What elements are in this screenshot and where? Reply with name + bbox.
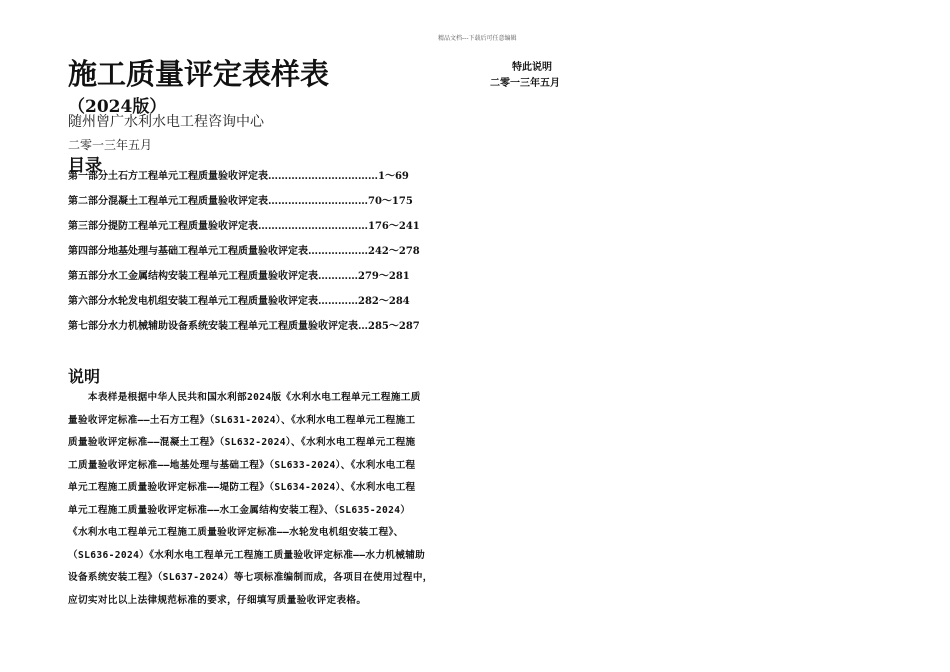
toc-item[interactable]: 第七部分水力机械辅助设备系统安装工程单元工程质量验收评定表…285～287 xyxy=(68,321,420,332)
note-line: 《水利水电工程单元工程施工质量验收评定标准——水轮发电机组安装工程》、 xyxy=(68,527,404,538)
note-line: 量验收评定标准——土石方工程》（SL631-2024）、《水利水电工程单元工程施工 xyxy=(68,414,416,426)
note-line: （SL636-2024）《水利水电工程单元工程施工质量验收评定标准——水力机械辅助 xyxy=(68,549,426,561)
note-paragraph xyxy=(68,387,478,612)
note-heading: 说明 xyxy=(68,367,101,386)
note-line: 设备系统安装工程》（SL637-2024）等七项标准编制而成，各项目在使用过程中， xyxy=(68,572,433,583)
note-line: 应切实对比以上法律规范标准的要求，仔细填写质量验收评定表格。 xyxy=(68,594,367,606)
side-note-title: 特此说明 xyxy=(512,62,552,73)
toc-item[interactable]: 第三部分提防工程单元工程质量验收评定表……………………………176～241 xyxy=(68,221,420,232)
toc-item[interactable]: 第六部分水轮发电机组安装工程单元工程质量验收评定表…………282～284 xyxy=(68,296,410,307)
toc-item[interactable]: 第二部分混凝土工程单元工程质量验收评定表…………………………70～175 xyxy=(68,196,413,207)
edition-label: （2024版） xyxy=(68,97,167,117)
organization-name: 随州曾广水利水电工程咨询中心 xyxy=(68,114,264,130)
note-line: 工质量验收评定标准——地基处理与基础工程》（SL633-2024）、《水利水电工程 xyxy=(68,459,416,471)
note-line: 单元工程施工质量验收评定标准——堤防工程》（SL634-2024）、《水利水电工程 xyxy=(68,482,416,493)
side-note-date: 二零一三年五月 xyxy=(490,78,560,89)
toc-item[interactable]: 第四部分地基处理与基础工程单元工程质量验收评定表………………242～278 xyxy=(68,246,420,257)
table-of-contents xyxy=(68,170,420,345)
note-line: 质量验收评定标准——混凝土工程》（SL632-2024）、《水利水电工程单元工程施 xyxy=(68,437,416,448)
cover-date: 二零一三年五月 xyxy=(68,138,153,152)
toc-item[interactable]: 第一部分土石方工程单元工程质量验收评定表……………………………1～69 xyxy=(68,171,409,182)
watermark-text: 精品文档---下载后可任意编辑 xyxy=(438,35,517,42)
toc-item[interactable]: 第五部分水工金属结构安装工程单元工程质量验收评定表…………279～281 xyxy=(68,271,410,282)
toc-heading: 目录 xyxy=(68,156,102,176)
document-title: 施工质量评定表样表 xyxy=(68,57,330,91)
note-line: 单元工程施工质量验收评定标准——水工金属结构安装工程》、（SL635-2024） xyxy=(68,504,411,516)
note-line: 本表样是根据中华人民共和国水利部2024版《水利水电工程单元工程施工质 xyxy=(68,392,421,403)
